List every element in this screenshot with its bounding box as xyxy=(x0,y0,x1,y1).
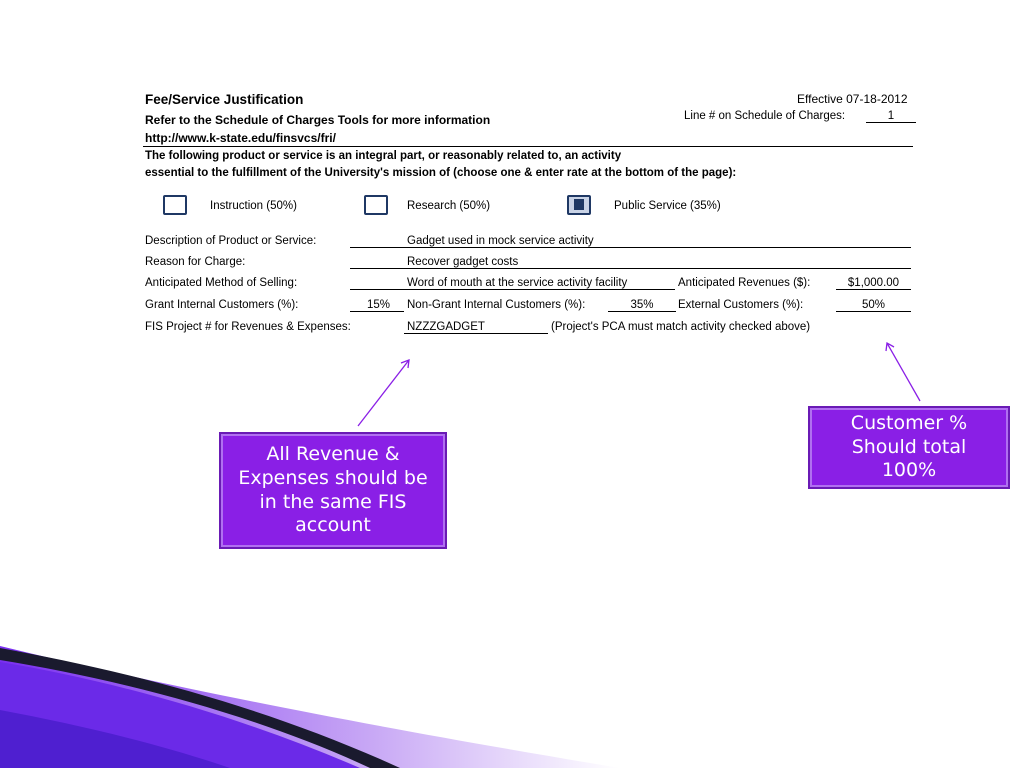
form-subtitle: Refer to the Schedule of Charges Tools for more information xyxy=(145,113,491,127)
right-arrow-line xyxy=(887,343,920,401)
research-label: Research (50%) xyxy=(407,200,491,212)
description-label: Description of Product or Service: xyxy=(145,235,317,247)
reason-field[interactable]: Recover gadget costs xyxy=(350,256,911,269)
grant-internal-field[interactable]: 15% xyxy=(350,299,404,312)
nongrant-internal-label: Non-Grant Internal Customers (%): xyxy=(407,299,586,311)
project-field[interactable]: NZZZGADGET xyxy=(404,321,548,334)
fis-account-callout xyxy=(219,432,447,549)
description-field[interactable]: Gadget used in mock service activity xyxy=(350,235,911,248)
project-note: (Project's PCA must match activity checked above) xyxy=(551,321,811,333)
nongrant-internal-field[interactable]: 35% xyxy=(608,299,676,312)
revenues-label: Anticipated Revenues ($): xyxy=(678,277,811,289)
grant-internal-label: Grant Internal Customers (%): xyxy=(145,299,299,311)
public-service-label: Public Service (35%) xyxy=(614,200,721,212)
left-arrow-line xyxy=(358,360,409,426)
line-number-label: Line # on Schedule of Charges: xyxy=(684,110,846,122)
external-label: External Customers (%): xyxy=(678,299,804,311)
decorative-swoosh xyxy=(0,640,1024,768)
fis-account-callout-text: All Revenue & Expenses should be in the same FIS account xyxy=(238,443,428,537)
customer-percent-callout xyxy=(808,406,1010,489)
method-field[interactable]: Word of mouth at the service activity facility xyxy=(350,277,675,290)
effective-date: Effective 07-18-2012 xyxy=(797,92,908,106)
line-number-field[interactable]: 1 xyxy=(866,110,916,123)
mission-statement-line1: The following product or service is an integral part, or reasonably related to, an activity xyxy=(145,150,622,162)
form-title: Fee/Service Justification xyxy=(145,92,304,107)
instruction-label: Instruction (50%) xyxy=(210,200,297,212)
form-url-link[interactable]: http://www.k-state.edu/finsvcs/fri/ xyxy=(145,131,336,145)
external-field[interactable]: 50% xyxy=(836,299,911,312)
customer-percent-callout-text: Customer % Should total 100% xyxy=(850,411,968,482)
project-label: FIS Project # for Revenues & Expenses: xyxy=(145,321,351,333)
method-label: Anticipated Method of Selling: xyxy=(145,277,298,289)
mission-statement-line2: essential to the fulfillment of the University's mission of (choose one & enter rate at the bottom of the page): xyxy=(145,167,737,179)
revenues-field[interactable]: $1,000.00 xyxy=(836,277,911,290)
reason-label: Reason for Charge: xyxy=(145,256,246,268)
